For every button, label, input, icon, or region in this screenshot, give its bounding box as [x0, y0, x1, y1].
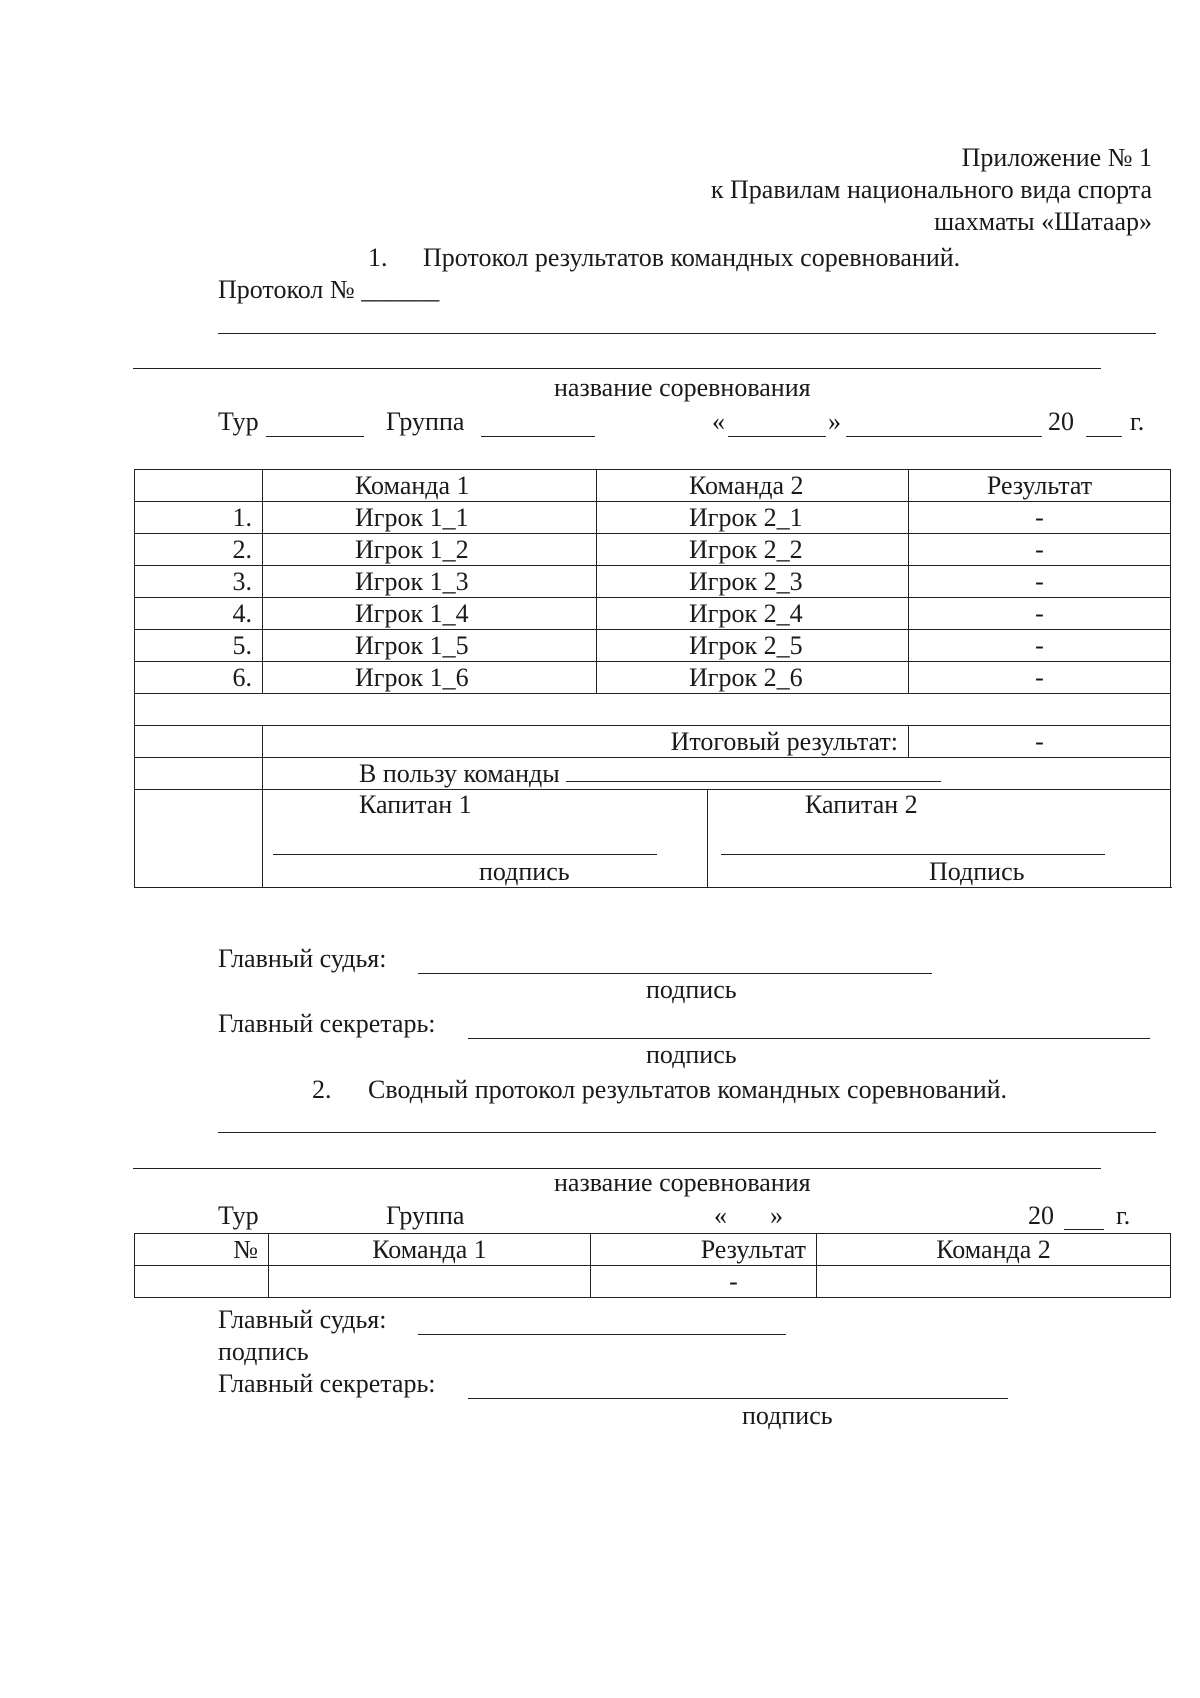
header-cell-number — [135, 470, 263, 502]
summary-header-team1: Команда 1 — [269, 1234, 591, 1266]
summary-chief-secretary-label: Главный секретарь: — [218, 1369, 436, 1398]
captains-row — [135, 790, 1171, 888]
row-player2: Игрок 2_1 — [597, 502, 909, 534]
summary-tour-label: Тур — [218, 1201, 259, 1230]
tour-blank — [266, 436, 364, 437]
table-row — [135, 534, 1171, 566]
summary-date-close-quote: » — [770, 1201, 783, 1230]
summary-header-result: Результат — [591, 1234, 817, 1266]
summary-competition-line-1 — [218, 1132, 1156, 1133]
chief-judge-signature-line — [418, 973, 932, 974]
table-row — [135, 502, 1171, 534]
appendix-sport: шахматы «Шатаар» — [934, 207, 1152, 236]
row-player2: Игрок 2_3 — [597, 566, 909, 598]
row-player1: Игрок 1_1 — [263, 502, 597, 534]
winner-cell — [263, 758, 1171, 790]
table-row — [135, 630, 1171, 662]
table-header-row — [135, 470, 1171, 502]
row-result: - — [909, 502, 1171, 534]
captain1-block — [263, 790, 708, 887]
group-label: Группа — [386, 407, 465, 436]
row-player2: Игрок 2_6 — [597, 662, 909, 694]
summary-year-suffix: г. — [1116, 1201, 1131, 1230]
empty-row — [135, 694, 1171, 726]
summary-header-row — [135, 1234, 1171, 1266]
summary-year-prefix: 20 — [1028, 1201, 1054, 1230]
day-blank — [728, 436, 826, 437]
date-open-quote: « — [712, 407, 725, 436]
captain1-label: Капитан 1 — [359, 790, 472, 819]
total-blank-cell — [135, 726, 263, 758]
empty-cell — [135, 694, 1171, 726]
row-player1: Игрок 1_4 — [263, 598, 597, 630]
competition-name-line-1 — [218, 333, 1156, 334]
row-player1: Игрок 1_3 — [263, 566, 597, 598]
summary-competition-caption: название соревнования — [554, 1168, 811, 1197]
chief-judge-label: Главный судья: — [218, 944, 387, 973]
appendix-rules: к Правилам национального вида спорта — [710, 175, 1152, 204]
table-row — [135, 598, 1171, 630]
summary-chief-secretary-signature-caption: подпись — [742, 1401, 833, 1430]
summary-chief-secretary-line — [468, 1398, 1008, 1399]
captains-cell — [263, 790, 1171, 888]
appendix-number: Приложение № 1 — [961, 143, 1152, 172]
summary-chief-judge-line — [418, 1334, 786, 1335]
date-close-quote: » — [828, 407, 841, 436]
captain2-block — [709, 790, 1170, 887]
row-result: - — [909, 630, 1171, 662]
protocol-number-label: Протокол № ______ — [218, 275, 440, 304]
summary-header-team2: Команда 2 — [817, 1234, 1171, 1266]
summary-group-label: Группа — [386, 1201, 465, 1230]
total-value: - — [909, 726, 1171, 758]
summary-table — [134, 1233, 1171, 1298]
year-prefix: 20 — [1048, 407, 1074, 436]
row-result: - — [909, 566, 1171, 598]
competition-name-line-2 — [133, 368, 1101, 369]
row-player2: Игрок 2_2 — [597, 534, 909, 566]
winner-label: В пользу команды — [359, 758, 560, 788]
header-team1: Команда 1 — [263, 470, 597, 502]
summary-year-blank — [1064, 1229, 1104, 1230]
header-team2: Команда 2 — [597, 470, 909, 502]
summary-row-team1 — [269, 1266, 591, 1298]
chief-secretary-signature-line — [468, 1038, 1150, 1039]
chief-secretary-signature-caption: подпись — [646, 1040, 737, 1069]
row-player2: Игрок 2_5 — [597, 630, 909, 662]
captains-blank-cell — [135, 790, 263, 888]
summary-row-result: - — [591, 1266, 817, 1298]
summary-chief-judge-label: Главный судья: — [218, 1305, 387, 1334]
winner-blank-cell — [135, 758, 263, 790]
chief-judge-signature-caption: подпись — [646, 975, 737, 1004]
competition-caption: название соревнования — [554, 373, 811, 402]
row-player1: Игрок 1_6 — [263, 662, 597, 694]
captain2-label: Капитан 2 — [805, 790, 918, 819]
row-number: 5. — [135, 630, 263, 662]
summary-header-number: № — [135, 1234, 269, 1266]
captain2-signature-caption: Подпись — [929, 857, 1025, 886]
chief-secretary-label: Главный секретарь: — [218, 1009, 436, 1038]
row-number: 3. — [135, 566, 263, 598]
results-table — [134, 469, 1171, 888]
tour-label: Тур — [218, 407, 259, 436]
section1-number: 1. — [368, 243, 388, 272]
section2-title: Сводный протокол результатов командных соревнований. — [368, 1075, 1008, 1104]
row-number: 6. — [135, 662, 263, 694]
table-row — [135, 566, 1171, 598]
captain1-signature-line — [273, 854, 657, 855]
winner-row — [135, 758, 1171, 790]
row-player1: Игрок 1_5 — [263, 630, 597, 662]
row-result: - — [909, 662, 1171, 694]
header-result: Результат — [909, 470, 1171, 502]
row-number: 2. — [135, 534, 263, 566]
total-label: Итоговый результат: — [263, 726, 909, 758]
row-result: - — [909, 534, 1171, 566]
captain1-signature-caption: подпись — [479, 857, 570, 886]
group-blank — [481, 436, 595, 437]
section2-number: 2. — [312, 1075, 332, 1104]
summary-date-open-quote: « — [714, 1201, 727, 1230]
summary-chief-judge-signature-caption: подпись — [218, 1337, 309, 1366]
row-result: - — [909, 598, 1171, 630]
summary-row-number — [135, 1266, 269, 1298]
total-row — [135, 726, 1171, 758]
year-blank — [1086, 436, 1122, 437]
row-number: 4. — [135, 598, 263, 630]
month-blank — [846, 436, 1042, 437]
winner-blank — [566, 759, 941, 782]
summary-row-team2 — [817, 1266, 1171, 1298]
section1-title: Протокол результатов командных соревнований. — [423, 243, 961, 272]
row-number: 1. — [135, 502, 263, 534]
table-row — [135, 662, 1171, 694]
summary-table-row — [135, 1266, 1171, 1298]
captain2-signature-line — [721, 854, 1105, 855]
row-player2: Игрок 2_4 — [597, 598, 909, 630]
year-suffix: г. — [1130, 407, 1145, 436]
row-player1: Игрок 1_2 — [263, 534, 597, 566]
